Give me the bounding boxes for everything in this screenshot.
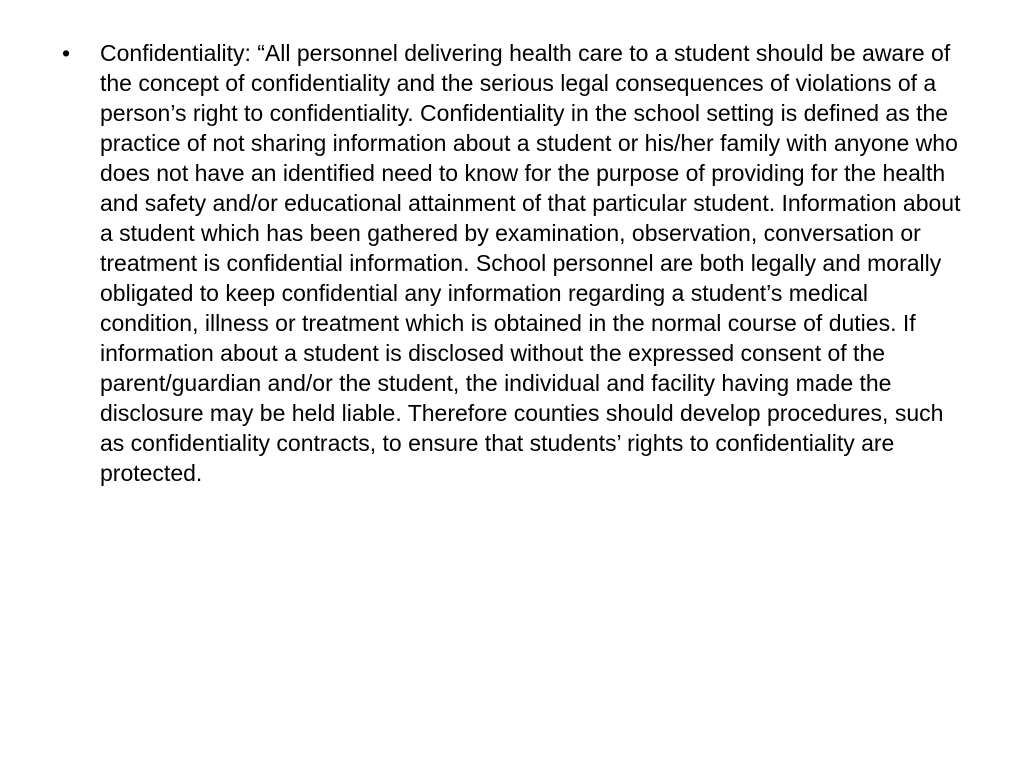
bullet-text: Confidentiality: “All personnel delivering health care to a student should be aware of the concept of confidentiality and the serious legal consequences of violations of a person’s right to confidentiality. Confidentiality in the school setting is defined as the practice of not sharing information about a student or his/her family with anyone who does not have an identified need to know for the purpose of providing for the health and safety and/or educational attainment of that particular student. Information about a student which has been gathered by examination, observation, conversation or treatment is confidential information. School personnel are both legally and morally obligated to keep confidential any information regarding a student’s medical condition, illness or treatment which is obtained in the normal course of duties. If information about a student is disclosed without the expressed consent of the parent/guardian and/or the student, the individual and facility having made the disclosure may be held liable. Therefore counties should develop procedures, such as confidentiality contracts, to ensure that students’ rights to confidentiality are protected.: [100, 40, 961, 486]
bullet-item-confidentiality: [62, 38, 962, 488]
bullet-list: [62, 38, 962, 488]
bullet-marker: •: [62, 40, 71, 66]
